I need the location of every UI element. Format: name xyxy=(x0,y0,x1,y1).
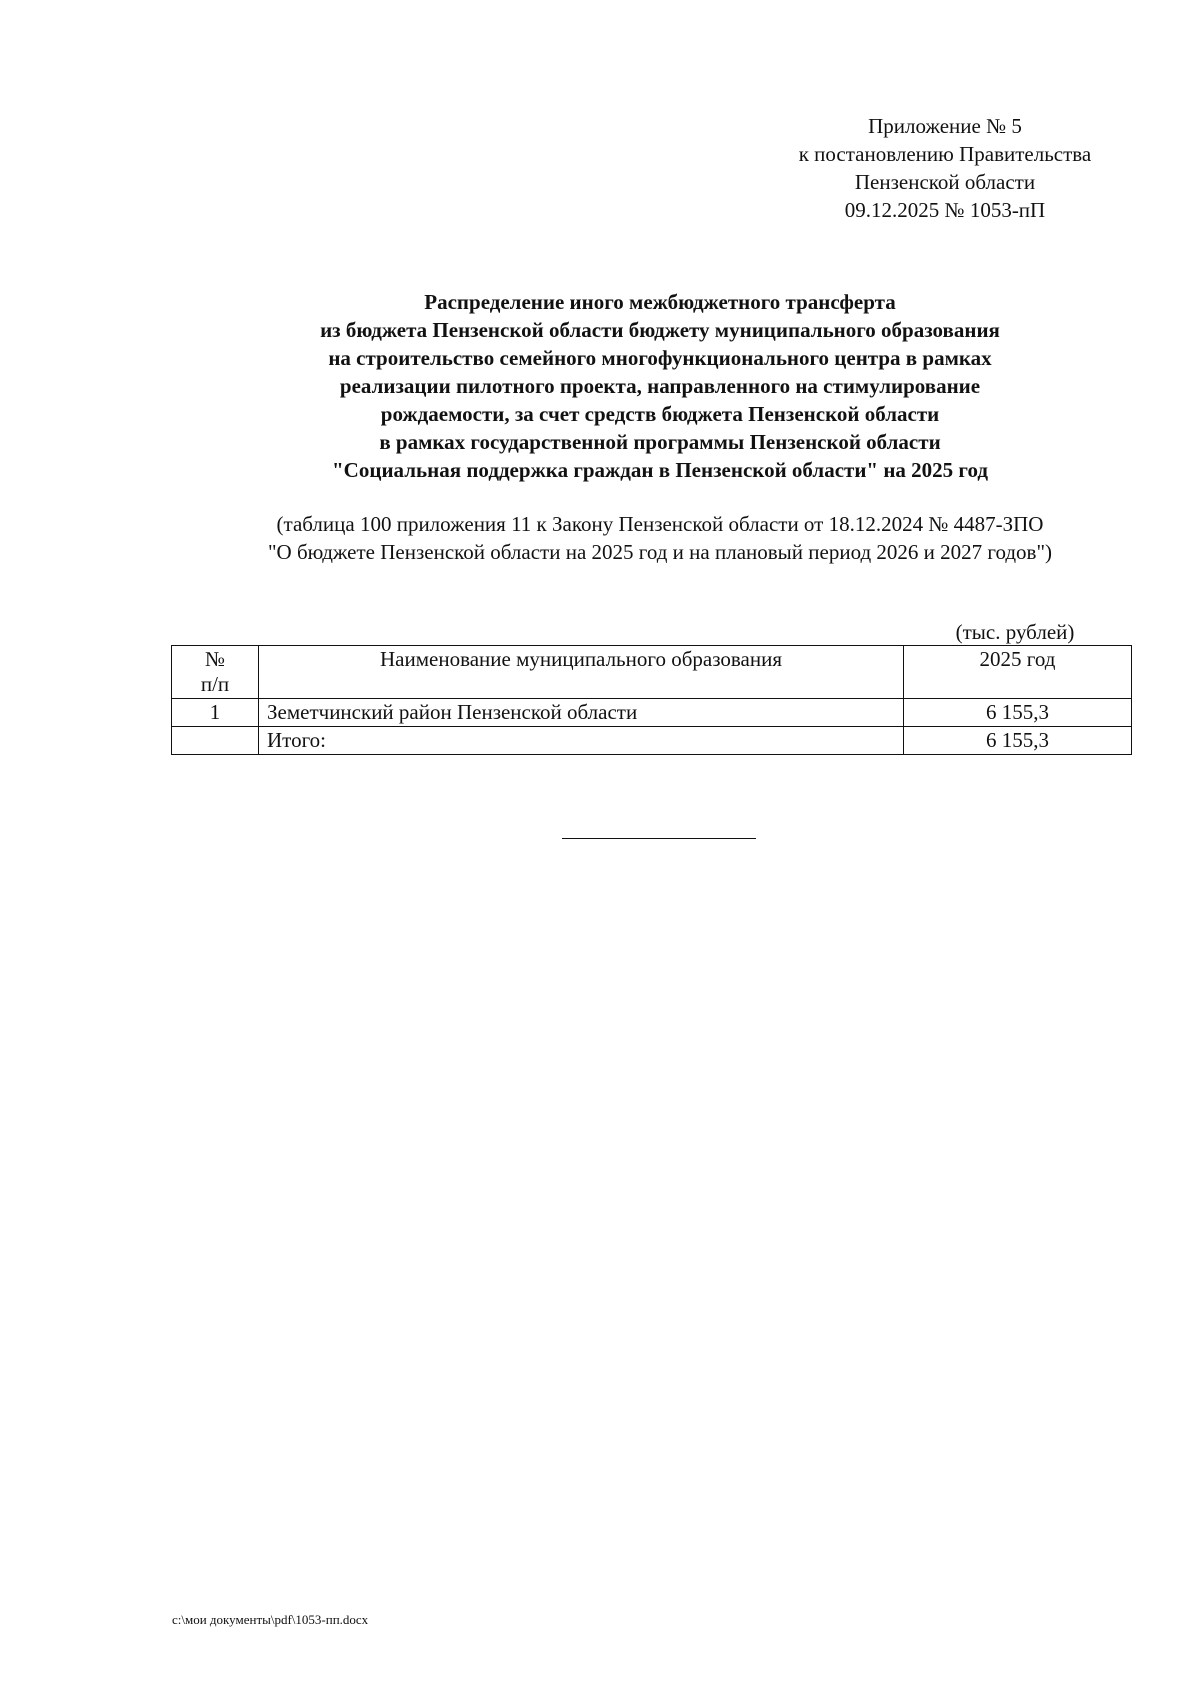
header-number-symbol: № xyxy=(204,647,226,671)
appendix-resolution: к постановлению Правительства xyxy=(798,142,1092,166)
closing-separator-line xyxy=(562,838,756,839)
table-total-row xyxy=(172,727,1132,755)
table-header-row xyxy=(172,646,1132,699)
title-line: реализации пилотного проекта, направленного на стимулирование xyxy=(339,374,981,398)
distribution-table xyxy=(171,645,1132,755)
row-number: 1 xyxy=(172,699,259,727)
law-reference xyxy=(150,510,1170,566)
file-path-footer: c:\мои документы\pdf\1053-пп.docx xyxy=(172,1612,369,1627)
header-number xyxy=(172,646,259,699)
appendix-date-number: 09.12.2025 № 1053-пП xyxy=(844,198,1046,222)
appendix-number: Приложение № 5 xyxy=(868,114,1022,138)
appendix-region: Пензенской области xyxy=(854,170,1036,194)
row-municipality: Земетчинский район Пензенской области xyxy=(259,699,904,727)
title-line: в рамках государственной программы Пензенской области xyxy=(379,430,941,454)
title-line: из бюджета Пензенской области бюджету муниципального образования xyxy=(320,318,1000,342)
title-line: на строительство семейного многофункционального центра в рамках xyxy=(328,346,992,370)
title-line: Распределение иного межбюджетного трансферта xyxy=(424,290,896,314)
title-line: рождаемости, за счет средств бюджета Пензенской области xyxy=(380,402,940,426)
header-municipality: Наименование муниципального образования xyxy=(259,646,904,699)
total-label: Итого: xyxy=(259,727,904,755)
document-title xyxy=(160,288,1160,484)
appendix-block xyxy=(760,112,1130,224)
header-number-abbr: п/п xyxy=(200,672,230,696)
reference-line: (таблица 100 приложения 11 к Закону Пензенской области от 18.12.2024 № 4487-ЗПО xyxy=(276,512,1044,536)
title-line: "Социальная поддержка граждан в Пензенской области" на 2025 год xyxy=(332,458,988,482)
total-value: 6 155,3 xyxy=(904,727,1132,755)
total-number xyxy=(172,727,259,755)
reference-line: "О бюджете Пензенской области на 2025 год и на плановый период 2026 и 2027 годов") xyxy=(267,540,1053,564)
header-year: 2025 год xyxy=(904,646,1132,699)
units-label: (тыс. рублей) xyxy=(955,620,1075,644)
table-row xyxy=(172,699,1132,727)
row-value: 6 155,3 xyxy=(904,699,1132,727)
